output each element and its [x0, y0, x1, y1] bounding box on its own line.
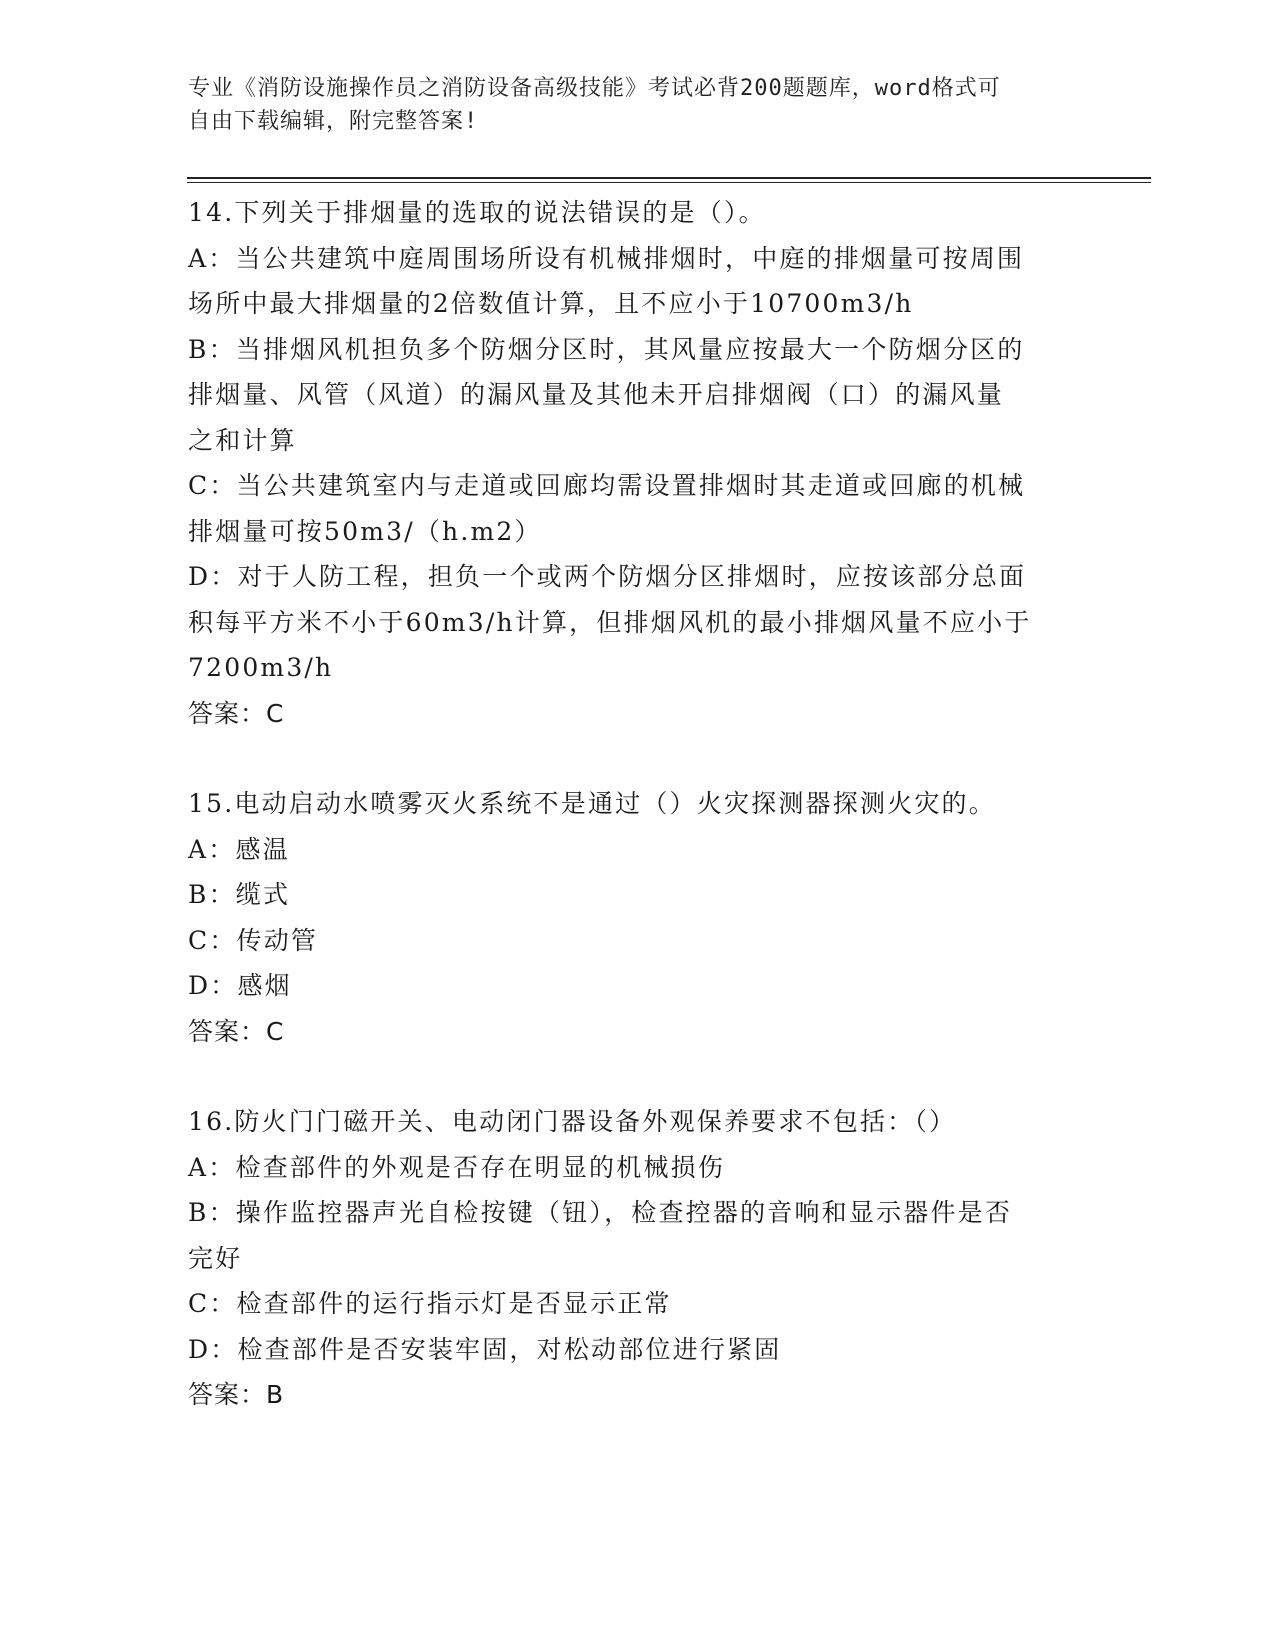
answer-line: 答案：C: [188, 698, 285, 728]
option-d: D：对于人防工程，担负一个或两个防烟分区排烟时，应按该部分总面: [188, 562, 1027, 591]
option-a: A：当公共建筑中庭周围场所设有机械排烟时，中庭的排烟量可按周围: [188, 243, 1025, 273]
option-c: C：传动管: [188, 925, 319, 955]
option-c-continued: 排烟量可按50m3/（h.m2）: [188, 516, 542, 546]
option-d-continued: 积每平方米不小于60m3/h计算，但排烟风机的最小排烟风量不应小于: [188, 607, 1032, 637]
option-a: A：检查部件的外观是否存在明显的机械损伤: [188, 1152, 726, 1182]
question-list: [188, 190, 1088, 1418]
option-c: C：当公共建筑室内与走道或回廊均需设置排烟时其走道或回廊的机械: [188, 471, 1026, 500]
option-b: B：操作监控器声光自检按键（钮），检查控器的音响和显示器件是否: [188, 1198, 1013, 1227]
question-14: [188, 190, 1088, 736]
option-b: B：当排烟风机担负多个防烟分区时，其风量应按最大一个防烟分区的: [188, 334, 1025, 364]
question-15: [188, 781, 1088, 1054]
header-title-line-2: 自由下载编辑，附完整答案!: [188, 109, 479, 134]
option-b-continued: 完好: [188, 1243, 243, 1273]
option-d-continued: 7200m3/h: [188, 653, 334, 682]
option-c: C：检查部件的运行指示灯是否显示正常: [188, 1289, 672, 1318]
question-stem: 16.防火门门磁开关、电动闭门器设备外观保养要求不包括：（）: [188, 1107, 957, 1136]
option-b-continued: 排烟量、风管（风道）的漏风量及其他未开启排烟阀（口）的漏风量: [188, 380, 1005, 409]
option-a: A：感温: [188, 834, 290, 864]
option-a-continued: 场所中最大排烟量的2倍数值计算，且不应小于10700m3/h: [188, 289, 914, 318]
option-d: D：检查部件是否安装牢固，对松动部位进行紧固: [188, 1334, 782, 1364]
document-header: [188, 72, 1068, 138]
header-title-line-1: 专业《消防设施操作员之消防设备高级技能》考试必背200题题库，word格式可: [188, 76, 1001, 101]
question-16: [188, 1099, 1088, 1418]
answer-line: 答案：C: [188, 1016, 285, 1046]
header-divider-thick: [187, 177, 1151, 179]
question-stem: 14.下列关于排烟量的选取的说法错误的是（）。: [188, 198, 766, 227]
question-stem: 15.电动启动水喷雾灭火系统不是通过（）火灾探测器探测火灾的。: [188, 789, 996, 818]
header-divider-thin: [187, 182, 1151, 183]
answer-line: 答案：B: [188, 1380, 285, 1409]
option-d: D：感烟: [188, 971, 292, 1000]
option-b-continued: 之和计算: [188, 425, 297, 455]
option-b: B：缆式: [188, 880, 291, 909]
